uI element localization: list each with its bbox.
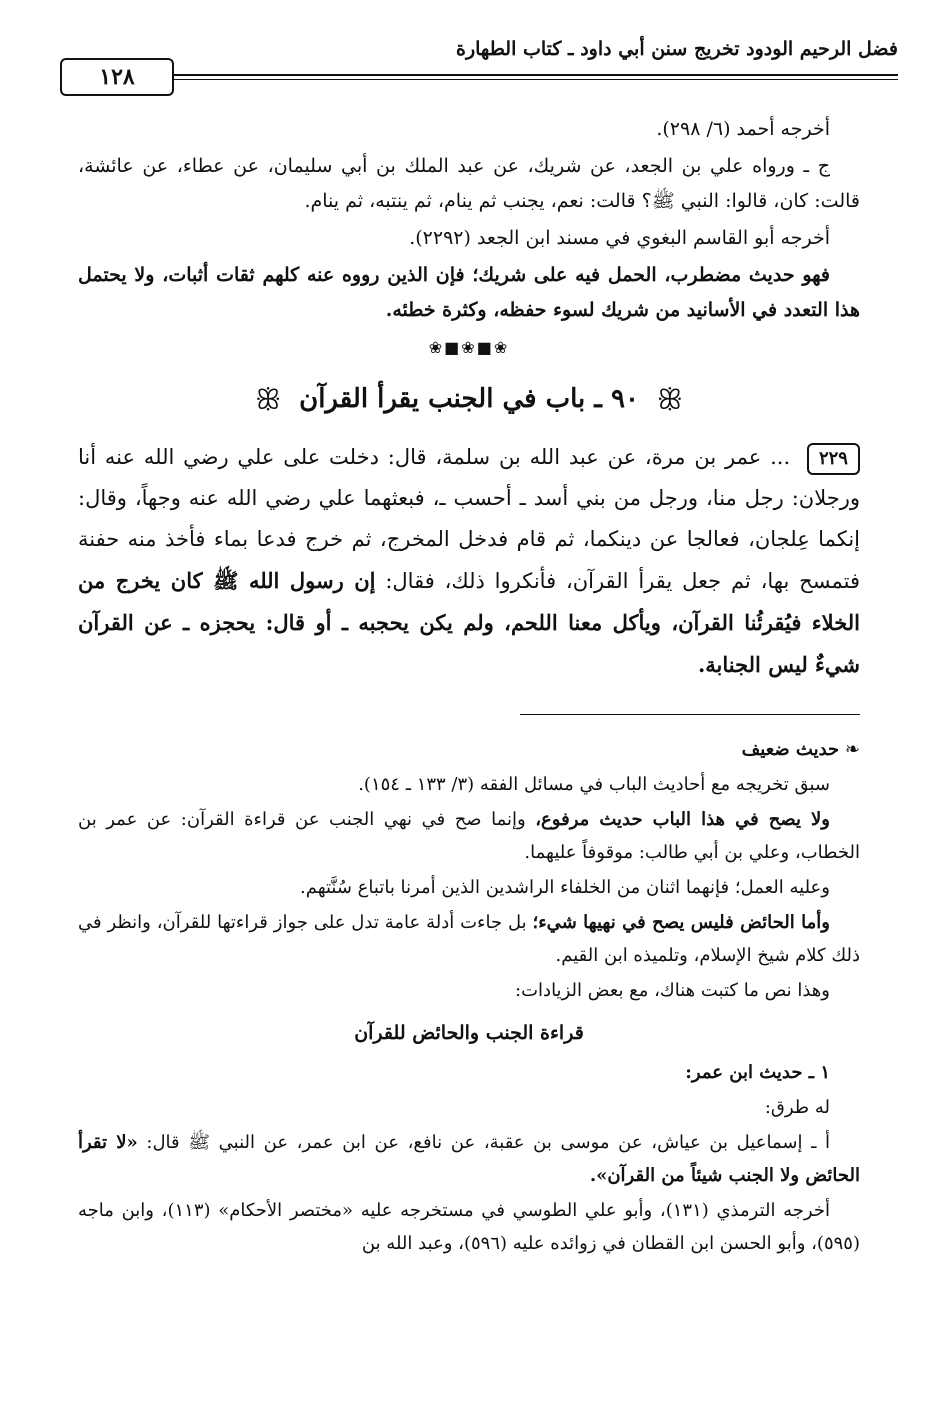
paragraph: ج ـ ورواه علي بن الجعد، عن شريك، عن عبد الملك بن أبي سليمان، عن عطاء، عن عائشة، قالت: كان، قالوا: النبي ﷺ؟ قالت: نعم، يجنب ثم ينام، ثم ينتبه، ثم ينام. [78,155,860,212]
page-body [78,112,860,1262]
paragraph [78,1126,860,1192]
grade-text: حديث ضعيف [741,739,840,760]
paragraph: سبق تخريجه مع أحاديث الباب في مسائل الفقه (٣/ ١٣٣ ـ ١٥٤). [358,774,830,795]
bold-phrase: ولا يصح في هذا الباب حديث مرفوع، [535,809,830,830]
paragraph [78,906,860,972]
paragraph: أخرجه أبو القاسم البغوي في مسند ابن الجعد (٢٢٩٢). [409,227,830,249]
paragraph [78,803,860,869]
paragraph [78,1056,860,1089]
grade: ❧ حديث ضعيف [741,739,860,760]
paragraph-text: أ ـ إسماعيل بن عياش، عن موسى بن عقبة، عن نافع، عن ابن عمر، عن النبي ﷺ قال: [146,1132,830,1153]
paragraph [78,258,860,328]
page-number: ١٢٨ [60,58,174,96]
paragraph-text: وإنما صح في نهي الجنب عن قراءة القرآن: عن عمر بن الخطاب، وعلي بن أبي طالب: موقوفاً عليهما. [78,809,860,863]
bold-phrase: وأما الحائض فليس يصح في نهيها شيء؛ [532,912,830,933]
hadith-text [78,437,860,686]
hadith-chain: ... عمر بن مرة، عن عبد الله بن سلمة، قال: دخلت على علي رضي الله عنه أنا ورجلان: رجل منا، ورجل من بني أسد ـ أحسب ـ، فبعثهما علي رضي الله عنه وجهاً، وقال: إنكما عِلجان، فعالجا عن دينكما، ثم قام فدخل المخرج، ثم خرج فدعا بماء فأخذ منه حفنة فتمسح بها، ثم جعل يقرأ القرآن، فأنكروا ذلك، فقال: [78,445,860,593]
paragraph: له طرق: [764,1097,830,1118]
hadith-number: ٢٢٩ [807,443,860,475]
hadith-matn: إن رسول الله ﷺ كان يخرج من الخلاء فيُقرئُنا القرآن، ويأكل معنا اللحم، ولم يكن يحجبه ـ أو قال: يحجزه ـ عن القرآن شيءٌ ليس الجنابة. [78,568,860,677]
running-header [60,38,898,88]
paragraph: وهذا نص ما كتبت هناك، مع بعض الزيادات: [515,980,830,1001]
ornament-divider: ❀■❀■❀ [428,338,510,357]
flourish-icon: ꕥ [656,382,683,416]
paragraph-text: بل جاءت أدلة عامة تدل على جواز قراءتها للقرآن، وانظر في ذلك كلام شيخ الإسلام، وتلميذه ابن القيم. [78,912,860,966]
commentary [78,733,860,1260]
header-rule-thin [60,79,898,80]
chapter-title: ٩٠ ـ باب في الجنب يقرأ القرآن [299,383,639,414]
paragraph: أخرجه أحمد (٦/ ٢٩٨). [656,118,830,140]
section-subtitle: قراءة الجنب والحائض للقرآن [354,1022,584,1044]
header-title: فضل الرحيم الودود تخريج سنن أبي داود ـ كتاب الطهارة [456,38,898,60]
header-rule [60,74,898,76]
paragraph: وعليه العمل؛ فإنهما اثنان من الخلفاء الراشدين الذين أمرنا باتباع سُنَّتهم. [300,877,830,898]
paragraph-text: فهو حديث مضطرب، الحمل فيه على شريك؛ فإن الذين رووه عنه كلهم ثقات أثبات، ولا يحتمل هذا التعدد في الأسانيد من شريك لسوء حفظه، وكثرة خطئه. [78,264,860,321]
item-heading: ١ ـ حديث ابن عمر: [685,1062,830,1083]
paragraph: أخرجه الترمذي (١٣١)، وأبو علي الطوسي في مستخرجه عليه «مختصر الأحكام» (١١٣)، وابن ماجه (٥٩٥)، وأبو الحسن ابن القطان في زوائده عليه (٥٩٦)، وعبد الله بن [78,1200,860,1254]
bold-phrase: «لا تقرأ الحائض ولا الجنب شيئاً من القرآن». [78,1132,860,1186]
chapter-heading [189,375,749,423]
flourish-icon: ꕥ [255,382,282,416]
footnote-divider [520,714,860,715]
